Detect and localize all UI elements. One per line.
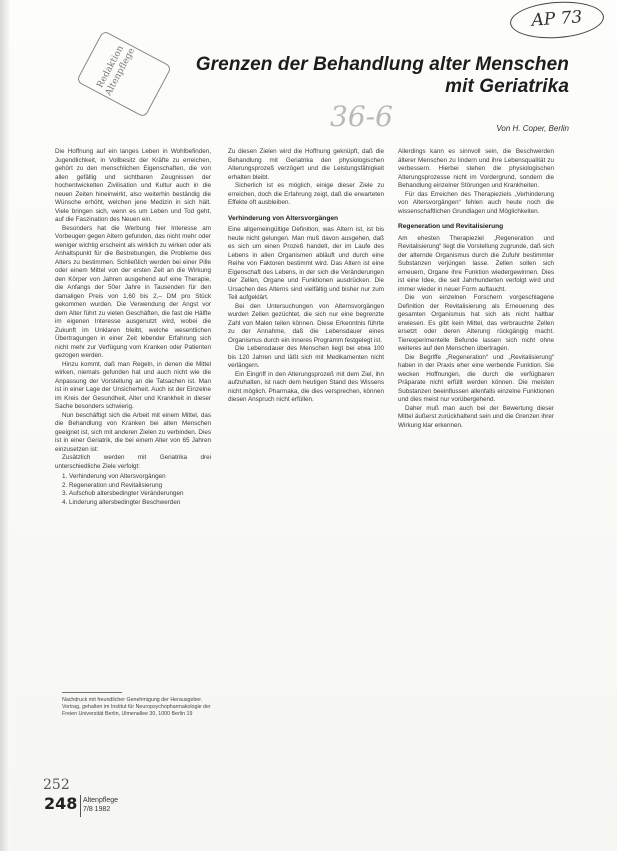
paragraph: Besonders hat die Werbung hier Interesse am Vorbeugen gegen Altern gefunden, das nicht mehr oder weniger wichtig erscheint als wirklich zu wirken oder als Anhaltspunkt für die Bestrebungen, die Probleme des Alters zu bestimmen. Schließlich werden bei einer Pille oder einem Mittel von der ersten Zeit an die Wirkung den Körper von Jahren ausgehend auf eine Therapie, die Anfangs der 50er Jahre in Tausenden für den damaligen Preis von 1,60 bis 2,– DM pro Stück gekommen wurden. Die Verwendung der Angst vor dem Alter führt zu vielen Geschäften, die fast die Hälfte im eigenen Interesse ausgenutzt wird, wobei die Zukunft im Unklaren bleibt, welche wesentlichen Übertragungen in einer Zeit lebender Erfahrung sich nicht mehr zur Verfügung vom Kranken oder Patienten gezogen werden. [55,224,211,359]
list-item: 4. Linderung altersbedingter Beschwerden [69,499,211,508]
paragraph: Allerdings kann es sinnvoll sein, die Beschwerden älterer Menschen zu lindern und ihre Lebensqualität zu verbessern. Hierbei stehen die physiologischen Alterungsprozesse nicht im Vordergrund, sondern die Behandlung einzelner Störungen und Krankheiten. [398,148,554,189]
paragraph: Die von einzelnen Forschern vorgeschlagene Definition der Revitalisierung als Erneuerung des gesamten Organismus hat sich als nicht haltbar erwiesen. Es gibt kein Mittel, das verbrauchte Zellen ersetzt oder deren Alterung rückgängig macht. Tierexperimentelle Befunde lassen sich nicht ohne weiteres auf den Menschen übertragen. [398,294,554,352]
paragraph: Die Hoffnung auf ein langes Leben in Wohlbefinden, Jugendlichkeit, in Vollbesitz der Kräfte zu erreichen, gehört zu den menschlichen Eigenschaften, die von allen gefällig und sichtbaren Zeugnissen der hochentwickelten Zivilisation und Kultur auch in die neuen Zeiten hineinwirkt, also weiterhin beständig die Wünsche erhöht, welchen jene Medizin in sich hält. Viele bringen sich, wenn es um Leben und Tod geht, auf die Faszination des Neuen ein. [55,148,211,223]
paragraph: Am ehesten Therapieziel „Regeneration und Revitalisierung“ liegt die Vorstellung zugrunde, daß sich der alternde Organismus durch die Zufuhr bestimmter Substanzen verjüngen lasse. Zellen sollen sich erneuern, Organe ihre Funktion wiedergewinnen. Dies ist eine Idee, die seit Jahrhunderten verfolgt wird und immer wieder in neuer Form auftaucht. [398,234,554,293]
paragraph: Die Begriffe „Regeneration“ und „Revitalisierung“ haben in der Praxis eher eine werbende Funktion. Sie wecken Hoffnungen, die durch die verfügbaren Präparate nicht erfüllt werden können. Die meisten Substanzen beeinflussen allenfalls einzelne Funktionen und dies meist nur vorübergehend. [398,353,554,403]
goal-list [55,473,211,507]
list-item: 1. Verhinderung von Altersvorgängen [69,473,211,482]
paragraph: Die Lebensdauer des Menschen liegt bei etwa 100 bis 120 Jahren und läßt sich mit Medikamenten nicht verlängern. [228,345,384,369]
text-column-3 [398,148,554,848]
stamp-text: Redaktion Altenpflege [95,44,138,98]
paragraph: Nun beschäftigt sich die Arbeit mit einem Mittel, das die Behandlung von Kranken bei alten Menschen geeignet ist, sich mit anderen Zielen zu verbinden. Dies ist in einer Geriatrik, die bei einem Alter von 65 Jahren einzusetzen ist: [55,411,211,453]
paragraph: Zusätzlich werden mit Geriatrika drei unterschiedliche Ziele verfolgt: [55,454,211,470]
paragraph: Hinzu kommt, daß man Regeln, in denen die Mittel wirken, niemals gefunden hat und auch nicht wie die Anpassung der Vorstellung an die Tatsachen ist. Man ist in einer Lage der Unsicherheit. Auch ist der Einzelne im Kreis der Gesundheit, Alter und Krankheit in dieser Sache besonders schwierig. [55,360,211,410]
paragraph: Daher muß man auch bei der Bewertung dieser Mittel äußerst zurückhaltend sein und die Grenzen ihrer Wirkung klar erkennen. [398,404,554,429]
text-column-1 [55,148,211,688]
section-heading: Verhinderung von Altersvorgängen [228,214,339,222]
handwritten-number: 36-6 [330,100,393,133]
footnote: Nachdruck mit freundlicher Genehmigung der Herausgeber. Vortrag, gehalten im Institut für Neuropsychopharmakologie der Freien Universität Berlin, Ulmenallee 30, 1000 Berlin 19 [62,697,211,717]
paragraph: Für das Erreichen des Therapieziels „Verhinderung von Altersvorgängen“ fehlen auch heute noch die wissenschaftlichen Grundlagen und Möglichkeiten. [398,190,554,215]
text-column-2 [228,148,384,838]
footer-divider [80,795,81,817]
list-item: 2. Regeneration und Revitalisierung [69,482,211,491]
list-item: 3. Aufschub altersbedingter Veränderungen [69,490,211,499]
footnote-divider [62,692,122,693]
paragraph: Ein Eingriff in den Alterungsprozeß mit dem Ziel, ihn aufzuhalten, ist nach dem heutigen Stand des Wissens nicht möglich. Pharmaka, die dies versprechen, können diesen Anspruch nicht erfüllen. [228,370,384,403]
journal-issue: 7/8 1982 [83,806,111,813]
paragraph: Bei den Untersuchungen von Alternsvorgängen wurden Zellen gezüchtet, die sich nur eine begrenzte Zahl von Malen teilen können. Diese Erkenntnis führte zu der Annahme, daß die Lebensdauer eines Organismus durch ein inneres Programm festgelegt ist. [228,302,384,344]
article-title [196,54,569,98]
handwritten-page-ref: 252 [43,777,70,793]
paragraph: Zu diesen Zielen wird die Hoffnung geknüpft, daß die Behandlung mit Geriatrika den physiologischen Alterungsprozeß verzögert und die Leistungsfähigkeit erhalten bleibt. [228,148,384,181]
article-author: Von H. Coper, Berlin [496,124,569,133]
journal-name: Altenpflege [83,797,119,804]
paragraph: Eine allgemeingültige Definition, was Altern ist, ist bis heute nicht gelungen. Man muß davon ausgehen, daß es sich um einen Prozeß handelt, der im Laufe des Lebens in allen Organismen abläuft und durch eine Reihe von Faktoren bestimmt wird. Das Altern ist eine Eigenschaft des Lebens, in der sich die Veränderungen der Zellen, Organe und Funktionen ausdrücken. Die Ursachen des Alterns sind vielfältig und bisher nur zum Teil aufgeklärt. [228,226,384,301]
section-heading: Regeneration und Revitalisierung [398,223,504,230]
page-edge-shadow [0,0,10,851]
page-number: 248 [44,794,78,813]
receipt-stamp [76,30,172,118]
title-line-2: mit Geriatrika [445,76,569,97]
journal-info [83,796,118,814]
paragraph: Sicherlich ist es möglich, einige dieser Ziele zu erreichen, doch die Erfahrung zeigt, daß die erwarteten Effekte oft ausbleiben. [228,182,384,206]
handwritten-reference: AP 73 [509,0,605,41]
title-line-1: Grenzen der Behandlung alter Menschen [195,54,569,75]
